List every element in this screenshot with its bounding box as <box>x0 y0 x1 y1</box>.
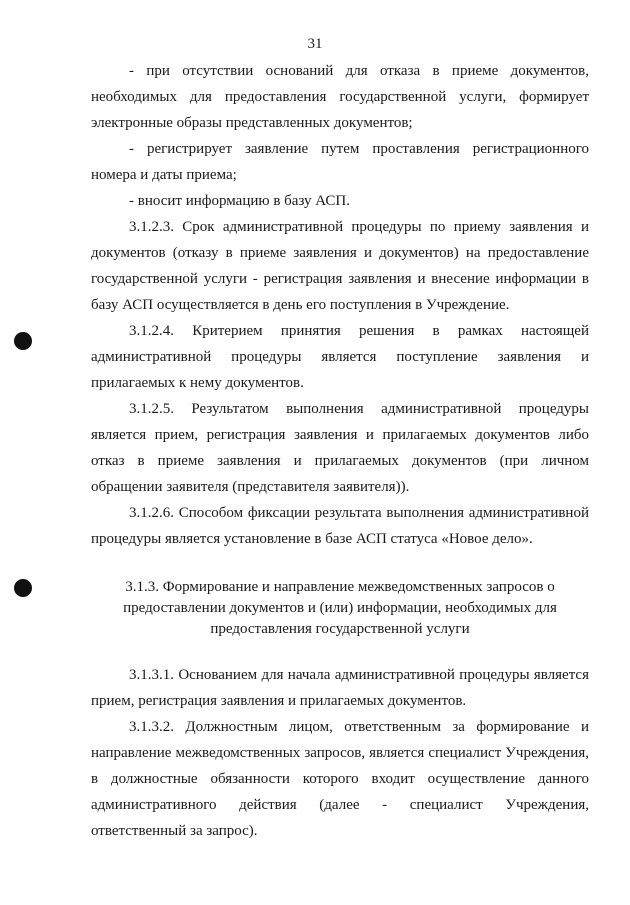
binder-hole-top <box>14 332 32 350</box>
paragraph-3-1-3-1: 3.1.3.1. Основанием для начала административной процедуры является прием, регистрация заявления и прилагаемых документов. <box>91 667 589 709</box>
paragraph-3-1-2-3: 3.1.2.3. Срок административной процедуры по приему заявления и документов (отказу в приеме заявления и документов) на предоставление государственной услуги - регистрация заявления и внесение информации в базу АСП осуществляется в день его поступления в Учреждение. <box>91 219 589 313</box>
paragraph-3: - вносит информацию в базу АСП. <box>129 193 350 209</box>
section-heading-line-1: 3.1.3. Формирование и направление межведомственных запросов о <box>125 579 555 595</box>
page-number: 31 <box>307 36 323 52</box>
binder-hole-bottom <box>14 579 32 597</box>
paragraph-3-1-3-2: 3.1.3.2. Должностным лицом, ответственным за формирование и направление межведомственных запросов, является специалист Учреждения, в должностные обязанности которого входит осуществление данного административного действия (далее - специалист Учреждения, ответственный за запрос). <box>91 719 589 839</box>
paragraph-1: - при отсутствии оснований для отказа в приеме документов, необходимых для предоставления государственной услуги, формирует электронные образы представленных документов; <box>91 63 589 131</box>
paragraph-3-1-2-6: 3.1.2.6. Способом фиксации результата выполнения административной процедуры является установление в базе АСП статуса «Новое дело». <box>91 505 589 547</box>
paragraph-3-1-2-4: 3.1.2.4. Критерием принятия решения в рамках настоящей административной процедуры является поступление заявления и прилагаемых к нему документов. <box>91 323 589 391</box>
section-heading <box>91 577 589 640</box>
section-heading-line-2: предоставлении документов и (или) информации, необходимых для <box>123 600 557 616</box>
section-heading-line-3: предоставления государственной услуги <box>210 621 470 637</box>
paragraph-3-1-2-5: 3.1.2.5. Результатом выполнения административной процедуры является прием, регистрация заявления и прилагаемых документов либо отказ в приеме заявления и прилагаемых документов (при личном обращении заявителя (представителя заявителя)). <box>91 401 589 495</box>
paragraph-2: - регистрирует заявление путем проставления регистрационного номера и даты приема; <box>91 141 589 183</box>
